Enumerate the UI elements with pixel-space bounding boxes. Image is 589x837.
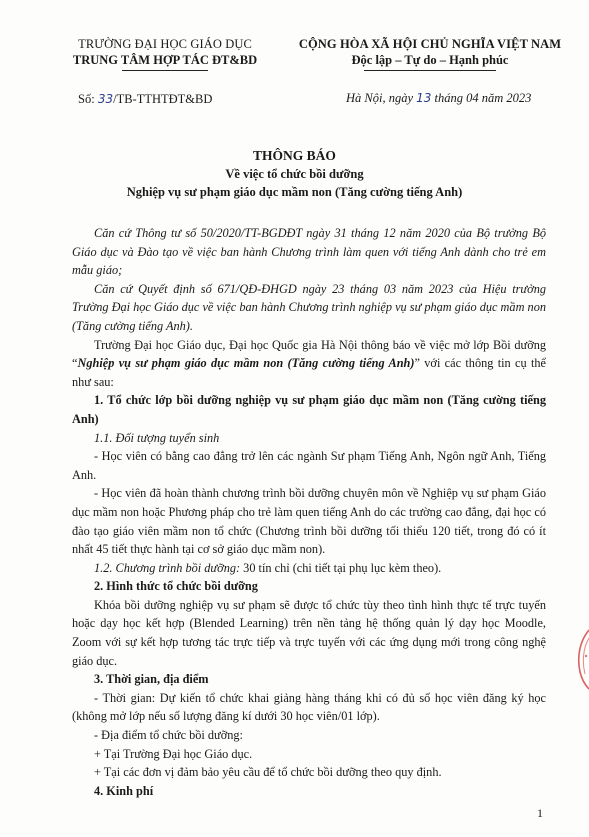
section-1-heading: 1. Tổ chức lớp bồi dưỡng nghiệp vụ sư phạm giáo dục mầm non (Tăng cường tiếng Anh) (72, 393, 546, 426)
reference-number (78, 92, 212, 107)
university-name: TRƯỜNG ĐẠI HỌC GIÁO DỤC (78, 37, 252, 51)
document-title: THÔNG BÁO (253, 148, 336, 163)
location-label: - Địa điểm tổ chức bồi dưỡng: (94, 728, 243, 743)
ref-prefix: Số: (78, 92, 98, 106)
center-name: TRUNG TÂM HỢP TÁC ĐT&BD (72, 53, 258, 67)
intro-text-a: Trường Đại học Giáo dục, Đại học Quốc gia Hà Nội thông báo về việc mở lớp Bồi dưỡng “ (72, 337, 546, 371)
section-1-2-text: 30 tín chỉ (chi tiết tại phụ lục kèm theo). (240, 560, 442, 575)
section-1-1-heading: 1.1. Đối tượng tuyển sinh (94, 430, 220, 445)
section-2-text: Khóa bồi dưỡng nghiệp vụ sư phạm sẽ được tổ chức tùy theo tình hình thực tế trực tuyến hoặc dạy học kết hợp (Blended Learning) trên nền tảng hệ thống quản lý dạy học Moodle, Zoom với sự kết hợp tương tác trực tiếp và trực tuyến với các ứng dụng mới trong công nghệ giáo dục. (72, 597, 546, 668)
handwritten-ref-number: 33 (97, 92, 114, 106)
intro-paragraph (72, 336, 546, 392)
intro-text-c: ” với các thông tin cụ thể như sau: (72, 356, 546, 389)
eligibility-item-2: - Học viên đã hoàn thành chương trình bồi dưỡng chuyên môn về Nghiệp vụ sư phạm Giáo dục mầm non hoặc Phương pháp cho trẻ làm quen tiếng Anh do các trường cao đẳng, đại học có đào tạo giáo viên mầm non tổ chức (Chương trình bồi dưỡng tối thiểu 120 tiết, trong đó có ít nhất 45 tiết thực hành tại cơ sở giáo dục mầm non). (72, 486, 546, 557)
document-subject: Nghiệp vụ sư phạm giáo dục mầm non (Tăng cường tiếng Anh) (126, 185, 463, 199)
national-motto (285, 36, 575, 71)
schedule-text: - Thời gian: Dự kiến tổ chức khai giảng hàng tháng khi có đủ số học viên đăng ký học (không mở lớp nếu số lượng đăng kí dưới 30 học viên/01 lớp). (72, 690, 546, 724)
page-number: 1 (537, 806, 543, 820)
motto: Độc lập – Tự do – Hạnh phúc (351, 53, 509, 67)
header-underline-right (364, 70, 496, 71)
section-4-heading: 4. Kinh phí (94, 783, 154, 798)
handwritten-day: 13 (416, 91, 432, 105)
eligibility-item-1: - Học viên có bằng cao đẳng trở lên các ngành Sư phạm Tiếng Anh, Ngôn ngữ Anh, Tiếng Anh. (72, 449, 546, 482)
legal-basis-2: Căn cứ Quyết định số 671/QĐ-ĐHGD ngày 23 tháng 03 năm 2023 của Hiệu trưởng Trường Đại học Giáo dục về việc ban hành Chương trình nghiệp vụ sư phạm giáo dục mầm non (Tăng cường tiếng Anh). (72, 281, 546, 333)
date-mid: tháng (431, 91, 467, 105)
date-year: năm 2023 (478, 91, 532, 105)
header-underline-left (122, 70, 208, 71)
legal-basis-1: Căn cứ Thông tư số 50/2020/TT-BGDĐT ngày 31 tháng 12 năm 2020 của Bộ trưởng Bộ Giáo dục và Đào tạo về việc ban hành Chương trình làm quen với tiếng Anh dành cho trẻ em mẫu giáo; (72, 226, 546, 278)
country-name: CỘNG HÒA XÃ HỘI CHỦ NGHĨA VIỆT NAM (298, 37, 562, 51)
issuing-organization (50, 36, 280, 71)
document-body (72, 224, 546, 800)
date-month: 04 (466, 91, 479, 105)
ref-suffix: /TB-TTHTĐT&BD (113, 92, 213, 106)
section-1-2 (72, 559, 546, 578)
location-item-1: + Tại Trường Đại học Giáo dục. (94, 746, 253, 761)
section-3-heading: 3. Thời gian, địa điểm (94, 672, 209, 687)
seal-stamp-edge-icon (577, 628, 589, 690)
location-item-2: + Tại các đơn vị đảm bảo yêu cầu để tổ chức bồi dưỡng theo quy định. (94, 765, 442, 780)
date-prefix: Hà Nội, ngày (346, 91, 417, 105)
program-name: Nghiệp vụ sư phạm giáo dục mầm non (Tăng cường tiếng Anh) (77, 356, 415, 371)
section-1-2-label: 1.2. Chương trình bồi dưỡng: (94, 560, 241, 575)
document-subtitle: Về việc tổ chức bồi dưỡng (225, 167, 364, 181)
issue-date (346, 91, 531, 106)
section-2-heading: 2. Hình thức tổ chức bồi dưỡng (94, 579, 258, 594)
